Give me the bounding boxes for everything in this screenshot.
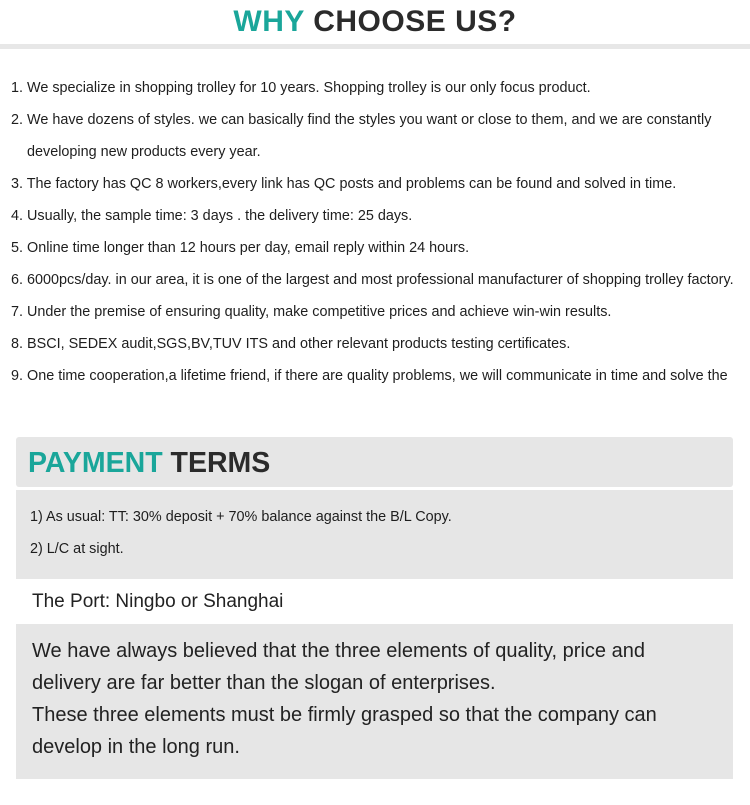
payment-term-line: 2) L/C at sight. <box>30 541 124 557</box>
payment-terms-header <box>16 437 733 487</box>
list-item: 8. BSCI, SEDEX audit,SGS,BV,TUV ITS and other relevant products testing certificates. <box>11 336 571 352</box>
port-info: The Port: Ningbo or Shanghai <box>32 591 284 612</box>
belief-line: develop in the long run. <box>32 736 240 758</box>
payment-heading-rest: TERMS <box>170 447 271 479</box>
why-heading-accent: WHY <box>233 5 305 38</box>
heading-divider <box>0 44 750 49</box>
belief-line: These three elements must be firmly grasped so that the company can <box>32 704 657 726</box>
belief-line: delivery are far better than the slogan of enterprises. <box>32 672 496 694</box>
payment-terms-panel <box>16 490 733 579</box>
belief-line: We have always believed that the three elements of quality, price and <box>32 640 645 662</box>
list-item: 6. 6000pcs/day. in our area, it is one of the largest and most professional manufacturer of shopping trolley factory. <box>11 272 734 288</box>
why-heading-rest: CHOOSE US? <box>313 5 517 38</box>
why-choose-us-heading <box>0 2 750 42</box>
list-item: 4. Usually, the sample time: 3 days . the delivery time: 25 days. <box>11 208 413 224</box>
belief-panel <box>16 624 733 779</box>
list-item: 9. One time cooperation,a lifetime friend, if there are quality problems, we will communicate in time and solve the <box>11 368 728 384</box>
payment-terms-heading <box>28 443 270 483</box>
list-item: 7. Under the premise of ensuring quality, make competitive prices and achieve win-win results. <box>11 304 612 320</box>
list-item: 2. We have dozens of styles. we can basically find the styles you want or close to them, and we are constantly <box>11 112 712 128</box>
list-item: 1. We specialize in shopping trolley for 10 years. Shopping trolley is our only focus product. <box>11 80 591 96</box>
list-item: 5. Online time longer than 12 hours per day, email reply within 24 hours. <box>11 240 470 256</box>
payment-term-line: 1) As usual: TT: 30% deposit + 70% balance against the B/L Copy. <box>30 509 452 525</box>
list-item: 3. The factory has QC 8 workers,every link has QC posts and problems can be found and solved in time. <box>11 176 677 192</box>
list-item-continuation: developing new products every year. <box>27 144 261 160</box>
why-choose-us-list <box>11 72 746 392</box>
payment-heading-accent: PAYMENT <box>28 447 163 479</box>
belief-text <box>32 635 722 763</box>
